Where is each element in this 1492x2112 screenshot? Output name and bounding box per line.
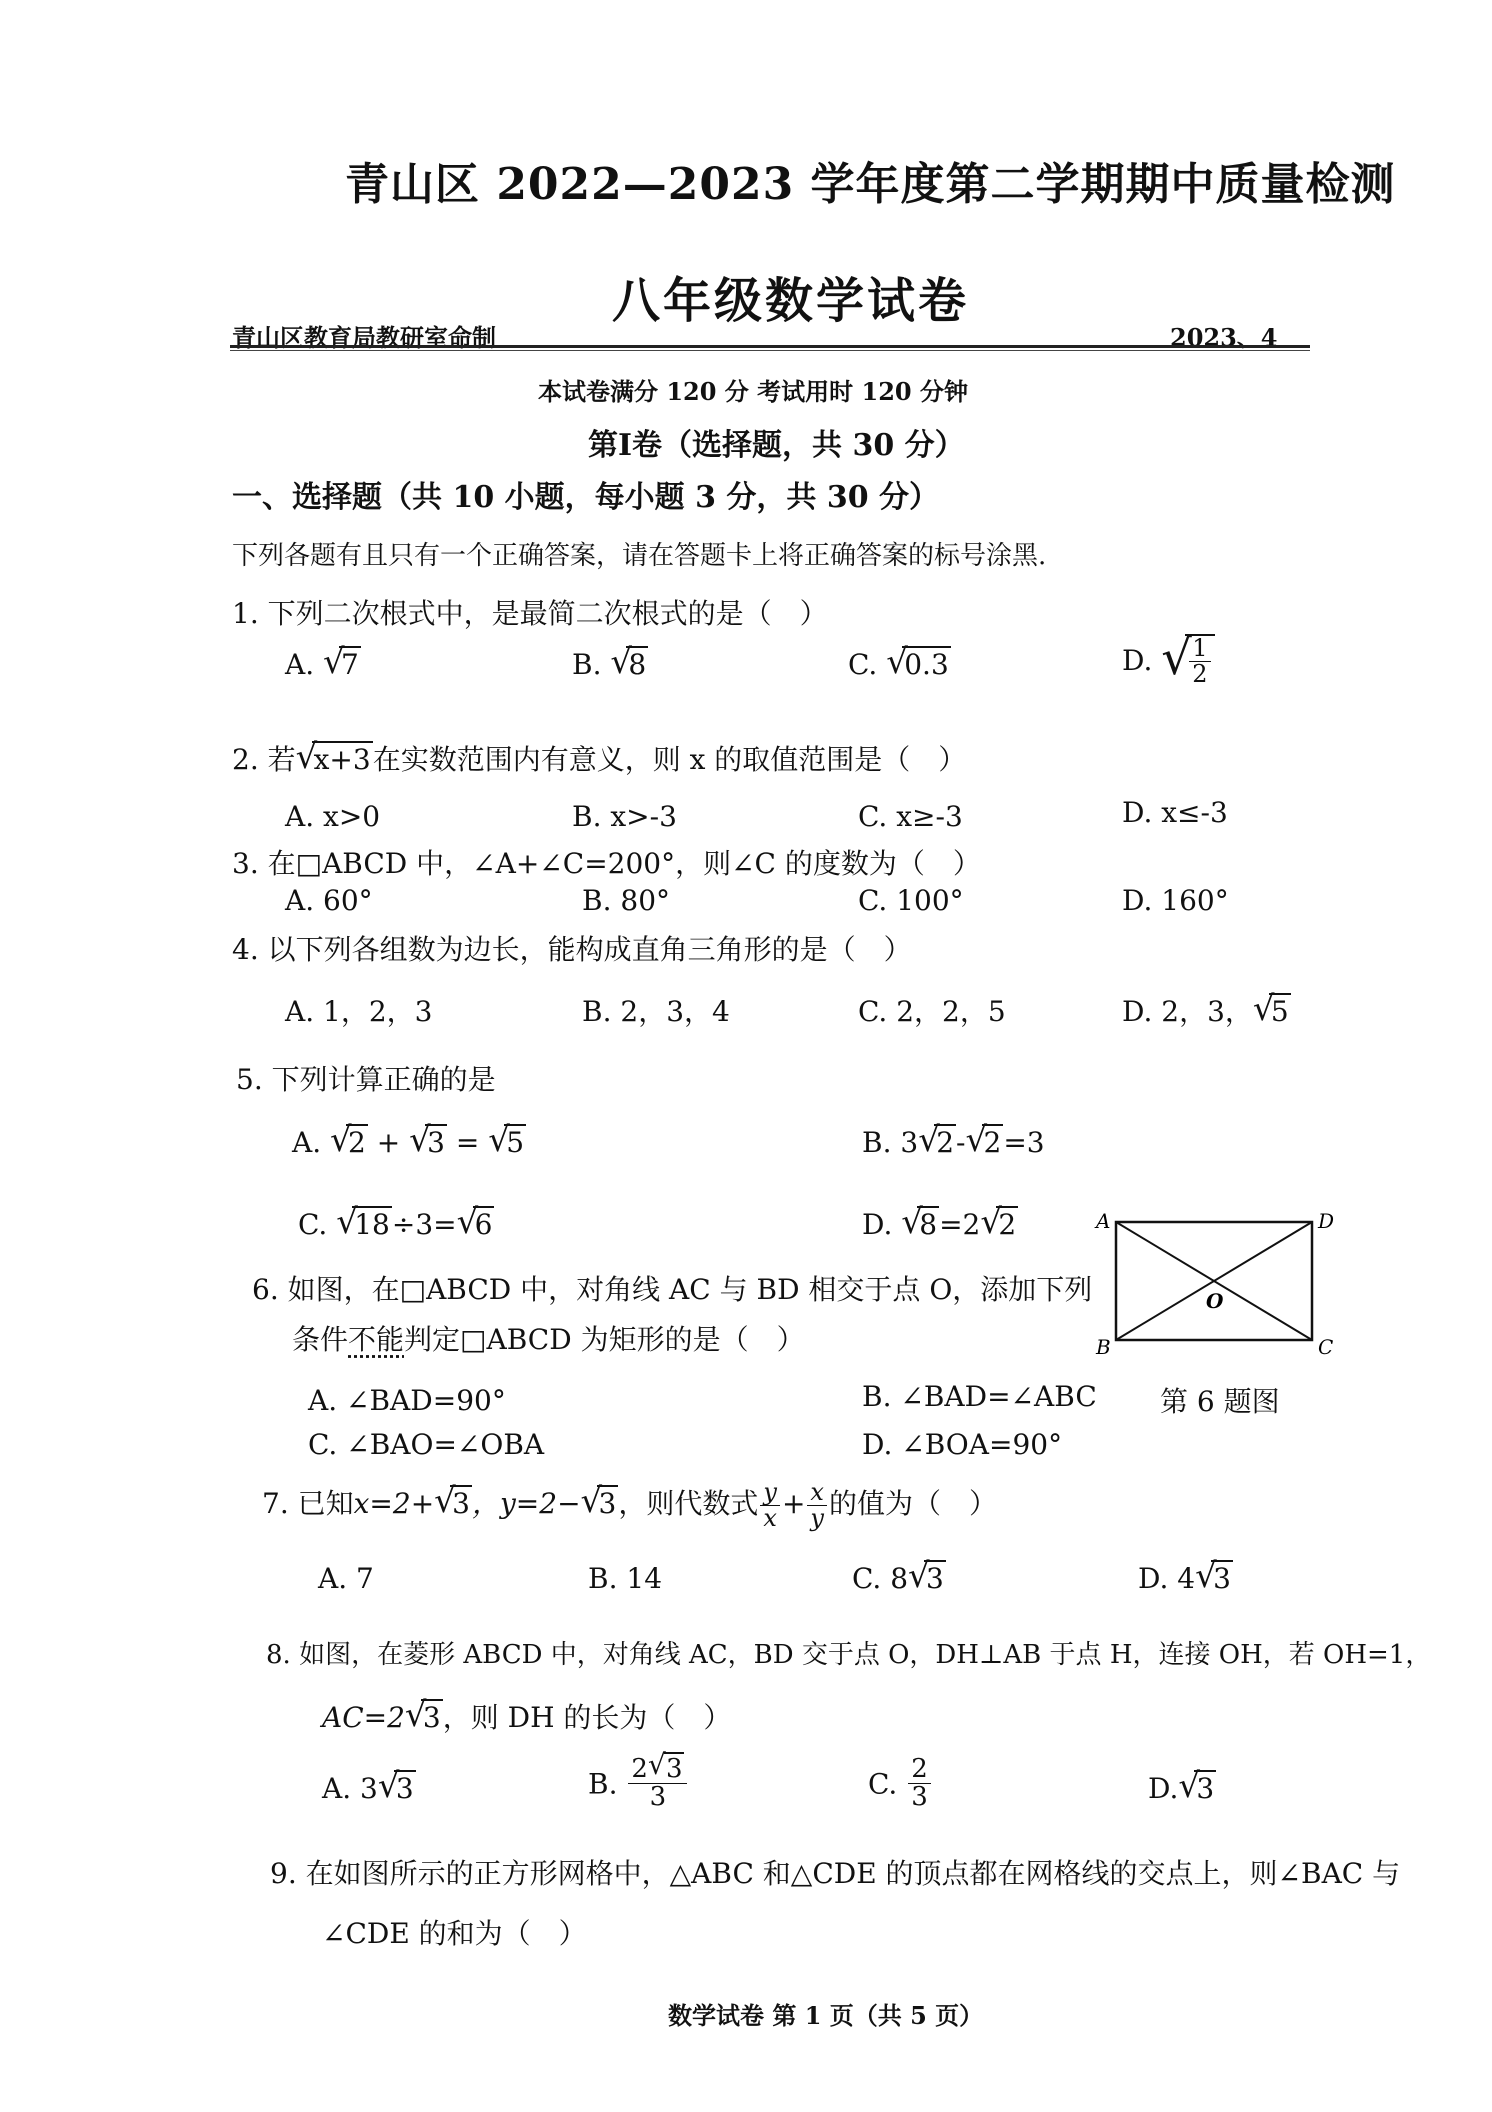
- q7-frac2-num: x: [807, 1480, 827, 1506]
- q6-option-d: D. ∠BOA=90°: [862, 1428, 1063, 1461]
- vertex-label-b: B: [1096, 1335, 1111, 1359]
- q8-c-num: 2: [908, 1756, 931, 1784]
- question-9-stem-line1: 9. 在如图所示的正方形网格中，△ABC 和△CDE 的顶点都在网格线的交点上，则∠BAC 与: [270, 1857, 1401, 1890]
- header-rule-thin: [230, 350, 1310, 351]
- q1-option-d-denominator: 2: [1192, 660, 1208, 689]
- q3-option-b: B. 80°: [582, 884, 671, 917]
- q4-option-d-label: D. 2，3，: [1122, 995, 1253, 1028]
- q5-a-op1: +: [376, 1126, 401, 1159]
- q8-ac-radicand: 3: [422, 1701, 441, 1734]
- question-8-stem-line1: 8. 如图，在菱形 ABCD 中，对角线 AC，BD 交于点 O，DH⊥AB 于点 H，连接 OH，若 OH=1，: [266, 1640, 1432, 1670]
- q1-option-a-label: A.: [285, 648, 315, 681]
- q5-b-op: -: [956, 1126, 966, 1159]
- q1-option-d-label: D.: [1122, 644, 1153, 678]
- q6-figure-caption: 第 6 题图: [1160, 1385, 1280, 1418]
- q4-option-d: D. 2，3， √ 5: [1122, 989, 1289, 1029]
- center-label-o: O: [1206, 1289, 1224, 1313]
- q6-stem2-part2: 判定□ABCD 为矩形的是（ ）: [404, 1323, 805, 1356]
- q1-option-b-label: B.: [572, 648, 602, 681]
- q7-plus: +: [781, 1487, 806, 1521]
- q7-option-b: B. 14: [588, 1562, 663, 1595]
- q5-d-eq: =2: [939, 1208, 981, 1241]
- q5-a-eq: =: [455, 1126, 480, 1159]
- section-instruction: 下列各题有且只有一个正确答案，请在答题卡上将正确答案的标号涂黑.: [232, 541, 1047, 571]
- q7-pre: 7. 已知: [262, 1487, 354, 1521]
- vertex-label-d: D: [1318, 1210, 1335, 1233]
- q8-stem2-post: ，则 DH 的长为（ ）: [442, 1701, 732, 1734]
- q5-b-label: B. 3: [862, 1126, 919, 1159]
- q5-d-label: D.: [862, 1208, 893, 1241]
- q1-option-c: C. √ 0.3: [848, 642, 949, 682]
- q5-c-label: C.: [298, 1208, 328, 1241]
- header-rule: [230, 345, 1310, 348]
- q7-frac1-den: x: [763, 1504, 777, 1533]
- exam-meta: 本试卷满分 120 分 考试用时 120 分钟: [538, 377, 968, 406]
- q7-post1: ，则代数式: [618, 1487, 759, 1521]
- q8-b-den: 3: [649, 1782, 667, 1813]
- q8-option-d-radicand: 3: [1196, 1772, 1215, 1805]
- q7-frac2-den: y: [810, 1504, 824, 1533]
- q6-stem2-emphasis: 不能: [348, 1323, 405, 1356]
- q7-option-c: C. 8 √ 3: [852, 1556, 944, 1596]
- question-6-stem-line1: 6. 如图，在□ABCD 中，对角线 AC 与 BD 相交于点 O，添加下列: [252, 1273, 1093, 1306]
- q5-c-term2: 6: [474, 1208, 493, 1241]
- q1-option-c-radicand: 0.3: [904, 648, 949, 681]
- q4-option-b: B. 2，3，4: [582, 995, 730, 1028]
- q5-option-c: C. √ 18÷3= √ 6: [298, 1202, 493, 1242]
- question-9-stem-line2: ∠CDE 的和为（ ）: [322, 1917, 587, 1950]
- q5-d-term2: 2: [998, 1208, 1017, 1241]
- q8-option-d: D. √ 3: [1148, 1766, 1215, 1806]
- q2-option-d: D. x≤-3: [1122, 796, 1228, 829]
- q3-option-d: D. 160°: [1122, 884, 1229, 917]
- q8-ac-value: AC=2: [322, 1701, 405, 1734]
- q7-y-def: ，y=2−: [471, 1487, 581, 1521]
- q1-option-d-numerator: 1: [1189, 636, 1210, 662]
- q5-a-term3: 5: [506, 1126, 525, 1159]
- q3-option-a: A. 60°: [285, 884, 373, 917]
- exam-title: 青山区 2022—2023 学年度第二学期期中质量检测: [345, 159, 1396, 210]
- q5-option-d: D. √ 8=2 √ 2: [862, 1202, 1017, 1242]
- q7-post2: 的值为（ ）: [828, 1487, 997, 1521]
- q8-option-a: A. 3 √ 3: [322, 1766, 414, 1806]
- page-footer: 数学试卷 第 1 页（共 5 页）: [668, 2001, 984, 2030]
- q7-y-radicand: 3: [598, 1487, 617, 1521]
- q6-option-c: C. ∠BAO=∠OBA: [308, 1428, 545, 1461]
- q5-a-term1: 2: [348, 1126, 366, 1159]
- question-6-stem-line2: [292, 1318, 805, 1358]
- q8-option-b-label: B.: [588, 1767, 618, 1801]
- q8-option-a-radicand: 3: [395, 1772, 414, 1805]
- q1-option-a: A. √ 7: [285, 642, 359, 682]
- q7-option-c-label: C. 8: [852, 1562, 909, 1595]
- q4-option-a: A. 1，2，3: [285, 995, 433, 1028]
- q2-option-a: A. x>0: [285, 800, 381, 833]
- q8-option-c: [868, 1756, 933, 1812]
- question-4-stem: 4. 以下列各组数为边长，能构成直角三角形的是（ ）: [232, 933, 912, 966]
- q5-b-result: =3: [1003, 1126, 1045, 1159]
- q6-stem2-part1: 条件: [292, 1323, 349, 1356]
- question-8-stem-line2: AC=2 √ 3，则 DH 的长为（ ）: [322, 1695, 732, 1735]
- issuer-text: 青山区教育局教研室命制: [232, 323, 496, 352]
- q7-frac1-num: y: [760, 1480, 780, 1506]
- q8-b-num-coeff: 2: [631, 1754, 648, 1784]
- q8-option-c-label: C.: [868, 1767, 898, 1801]
- q3-option-c: C. 100°: [858, 884, 964, 917]
- q8-option-a-label: A. 3: [322, 1772, 378, 1805]
- vertex-label-c: C: [1318, 1335, 1334, 1359]
- q6-figure-rectangle: [1090, 1210, 1340, 1360]
- q7-option-a: A. 7: [318, 1562, 374, 1595]
- question-5-stem: 5. 下列计算正确的是: [236, 1063, 496, 1096]
- q6-option-b: B. ∠BAD=∠ABC: [862, 1380, 1097, 1413]
- q6-option-a: A. ∠BAD=90°: [308, 1384, 506, 1417]
- q8-option-b: B. 2 √ 3 3: [588, 1756, 689, 1812]
- q4-option-d-radicand: 5: [1270, 995, 1289, 1028]
- q8-b-num-radicand: 3: [665, 1754, 683, 1784]
- q5-d-term1: 8: [919, 1208, 938, 1241]
- q7-x-radicand: 3: [452, 1487, 470, 1521]
- q2-radicand: x+3: [313, 743, 371, 776]
- q1-option-a-radicand: 7: [341, 648, 359, 681]
- q5-a-label: A.: [292, 1126, 322, 1159]
- q8-c-den: 3: [911, 1782, 928, 1813]
- q5-option-b: B. 3 √ 2- √ 2=3: [862, 1120, 1045, 1160]
- q1-option-c-label: C.: [848, 648, 878, 681]
- q4-option-c: C. 2，2，5: [858, 995, 1006, 1028]
- question-3-stem: 3. 在□ABCD 中，∠A+∠C=200°，则∠C 的度数为（ ）: [232, 847, 981, 880]
- q5-a-term2: 3: [427, 1126, 445, 1159]
- q1-option-b-radicand: 8: [628, 648, 647, 681]
- q1-option-b: B. √ 8: [572, 642, 647, 682]
- date-text: 2023、4: [1170, 323, 1278, 352]
- q1-option-d: D. √ $\frac{1}{2}$: [1122, 634, 1215, 687]
- question-1-stem: 1. 下列二次根式中，是最简二次根式的是（ ）: [232, 597, 828, 630]
- q5-option-a: A. √ 2 + √ 3 = √ 5: [292, 1120, 525, 1160]
- q5-c-term1: 18: [354, 1208, 390, 1241]
- q7-option-d-radicand: 3: [1213, 1562, 1231, 1595]
- q7-option-d-label: D. 4: [1138, 1562, 1196, 1595]
- question-2-stem: 2. 若 √ x+3在实数范围内有意义，则 x 的取值范围是（ ）: [232, 737, 967, 777]
- volume-heading: 第Ⅰ卷（选择题，共 30 分）: [588, 428, 965, 463]
- q7-x-def: x=2+: [353, 1487, 435, 1521]
- q7-option-c-radicand: 3: [926, 1562, 944, 1595]
- q2-option-c: C. x≥-3: [858, 800, 963, 833]
- vertex-label-a: A: [1096, 1210, 1111, 1233]
- q2-option-b: B. x>-3: [572, 800, 677, 833]
- q8-option-d-label: D.: [1148, 1772, 1179, 1805]
- q5-b-term2: 2: [983, 1126, 1002, 1159]
- q5-c-op: ÷3=: [391, 1208, 457, 1241]
- q2-post: 在实数范围内有意义，则 x 的取值范围是（ ）: [372, 743, 967, 776]
- q7-option-d: D. 4 √ 3: [1138, 1556, 1231, 1596]
- section-heading: 一、选择题（共 10 小题，每小题 3 分，共 30 分）: [232, 480, 940, 515]
- exam-subtitle: 八年级数学试卷: [612, 273, 970, 329]
- q5-b-term1: 2: [936, 1126, 955, 1159]
- question-7-stem: 7. 已知x=2+ √ 3，y=2− √ 3，则代数式 $\frac{y}{x}$ + $\frac{x}{y}$ 的值为（ ）: [262, 1478, 997, 1533]
- q2-pre: 2. 若: [232, 743, 296, 776]
